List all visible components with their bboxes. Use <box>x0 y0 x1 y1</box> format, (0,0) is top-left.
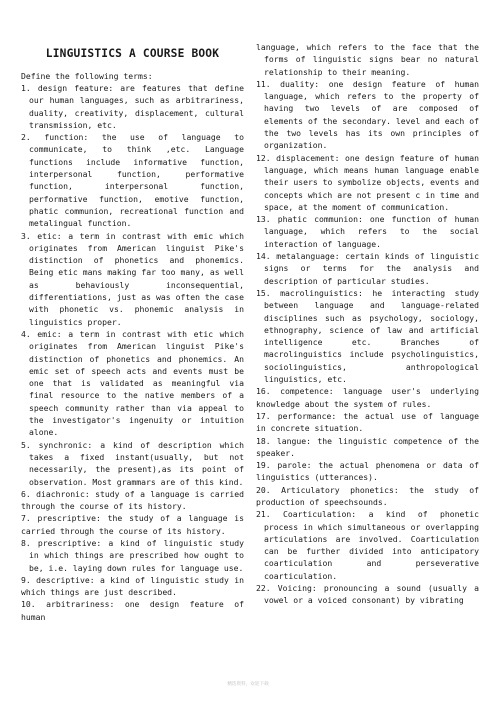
term-definition: 7. prescriptive: the study of a language is carried through the course of its history. <box>21 513 244 536</box>
intro-text: Define the following terms: <box>21 71 153 81</box>
term-definition: 14. metalanguage: certain kinds of linguistic signs or terms for the analysis and description of particular studies. <box>256 251 479 286</box>
term-definition: 5. synchronic: a kind of description which takes a fixed instant(usually, but not necessarily, the present),as its point of observation. Most grammars are of this kind. <box>21 439 244 487</box>
term-definition: 19. parole: the actual phenomena or data of linguistics (utterances). <box>256 460 479 483</box>
term-definition: 18. langue: the linguistic competence of the speaker. <box>256 435 479 458</box>
footer-watermark: 精选资料，欢迎下载 <box>227 682 269 687</box>
right-term-list <box>256 41 479 607</box>
term-definition: 8. prescriptive: a kind of linguistic study in which things are prescribed how ought to be, i.e. laying down rules for language use. <box>21 537 244 573</box>
term-definition: 17. performance: the actual use of language in concrete situation. <box>256 410 479 434</box>
term-definition: 15. macrolinguistics: he interacting study between language and language-related disciplines such as psychology, sociology, ethnography, science of law and artificial intelligence etc. Branches of macrolinguistics include psycholinguistics, sociolinguistics, anthropological linguistics, etc. <box>256 287 479 385</box>
term-definition: 3. etic: a term in contrast with emic which originates from American linguist Pike's distinction of phonetics and phonemics. Being etic mans making far too many, as well as behaviously inconsequential, differentiations, just as was often the case with phonetic vs. phonemic analysis in linguistics proper. <box>21 230 244 327</box>
term-definition: 4. emic: a term in contrast with etic which originates from American linguist Pike's distinction of phonetics and phonemics. An emic set of speech acts and events must be one that is validated as meaningful via final resource to the native members of a speech community rather than via appeal to the investigator's ingenuity or intuition alone. <box>21 328 244 438</box>
page-title: LINGUISTICS A COURSE BOOK <box>45 47 220 60</box>
term-definition: 13. phatic communion: one function of human language, which refers to the social interaction of language. <box>256 214 479 249</box>
term-definition: 9. descriptive: a kind of linguistic study in which things are just described. <box>21 574 244 598</box>
term-definition: 22. Voicing: pronouncing a sound (usually a vowel or a voiced consonant) by vibrating <box>256 583 479 606</box>
term-definition: 6. diachronic: study of a language is carried through the course of its history. <box>21 488 244 512</box>
term-definition: 2. function: the use of language to communicate, to think ,etc. Language functions include informative function, interpersonal function, performative function, interpersonal function, performative function, emotive function, phatic communion, recreational function and metalingual function. <box>21 132 244 229</box>
term-definition: 1. design feature: are features that define our human languages, such as arbitrariness, duality, creativity, displacement, cultural transmission, etc. <box>21 83 244 130</box>
term-definition: language, which refers to the face that the forms of linguistic signs bear no natural relationship to their meaning. <box>256 42 479 77</box>
term-definition: 16. competence: language user's underlying knowledge about the system of rules. <box>256 386 479 409</box>
term-definition: 12. displacement: one design feature of human language, which means human language enable their users to symbolize objects, events and concepts which are not present c in time and space, at the moment of communication. <box>256 152 479 212</box>
left-term-list <box>21 82 244 623</box>
term-definition: 11. duality: one design feature of human language, which refers to the property of having two levels of are composed of elements of the secondary. level and each of the two levels has its own principles of organization. <box>256 78 479 151</box>
term-definition: 20. Articulatory phonetics: the study of production of speechsounds. <box>256 484 479 507</box>
term-definition: 21. Coarticulation: a kind of phonetic process in which simultaneous or overlapping articulations are involved. Coarticulation can be further divided into anticipatory coarticulation and perseverative coarticulation. <box>256 509 479 581</box>
term-definition: 10. arbitrariness: one design feature of human <box>21 599 244 622</box>
